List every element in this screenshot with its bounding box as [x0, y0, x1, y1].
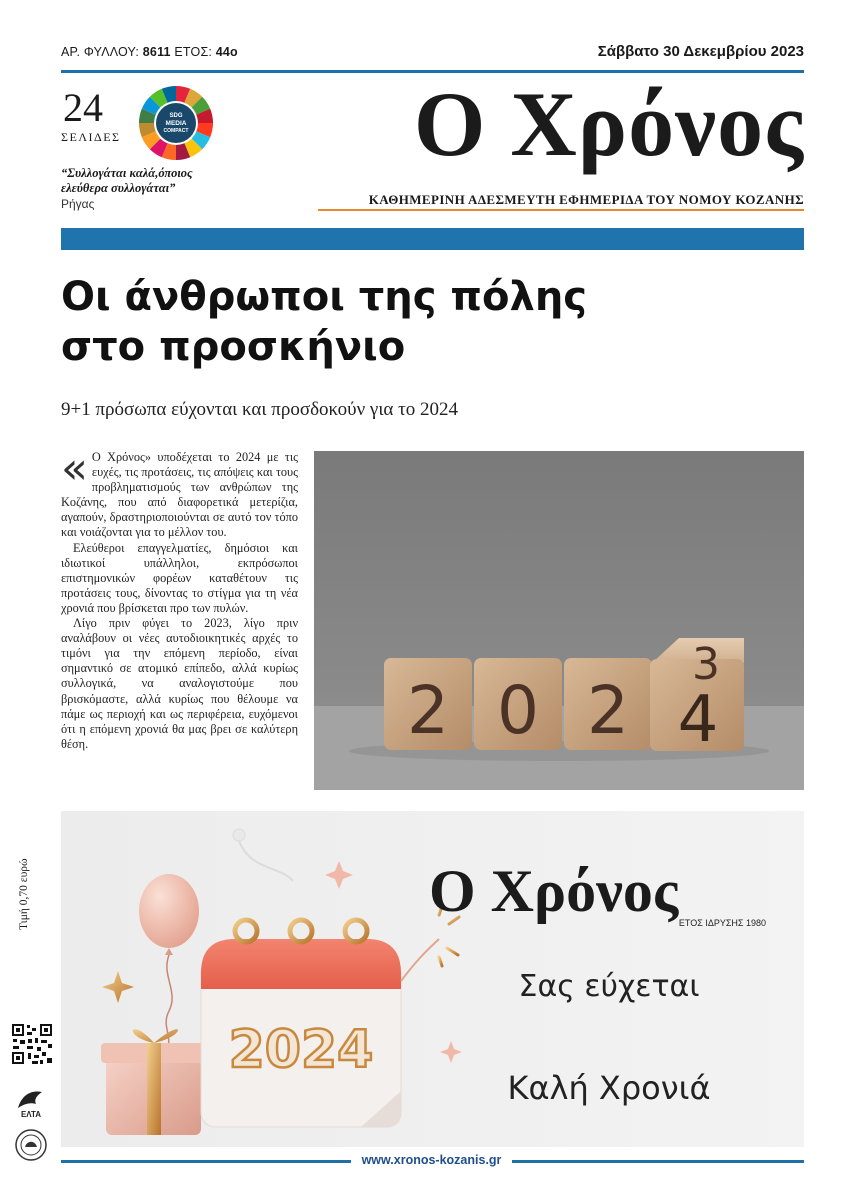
motto-author: Ρήγας	[61, 197, 95, 211]
year-number: 44ο	[215, 45, 238, 59]
opening-quote-mark: «	[61, 443, 88, 494]
qr-code-icon	[10, 1022, 54, 1066]
newspaper-subtitle: ΚΑΘΗΜΕΡΙΝΗ ΑΔΕΣΜΕΥΤΗ ΕΦΗΜΕΡΙΔΑ ΤΟΥ ΝΟΜΟΥ ΚΟΖΑΝΗΣ	[368, 192, 804, 207]
article-paragraph-1: Ο Χρόνος» υποδέχεται το 2024 με τις ευχές, τις προτάσεις, τις απόψεις και τους προβληματισμούς των ανθρώπων της Κοζάνης, που από διαφορετικά μετερίζια, αγαπούν, δραστηριοποιούνται σε αυτό τον τόπο και νοιάζονται για το μέλλον του.	[61, 450, 298, 540]
elta-postal-logo	[14, 1086, 48, 1118]
wood-block-4-flipping	[650, 638, 744, 757]
article-body	[61, 443, 298, 752]
wood-block-3	[564, 658, 652, 750]
motto-quote: “Συλλογάται καλά,όποιος ελεύθερα συλλογάται”	[61, 166, 193, 195]
issue-label: ΑΡ. ΦΥΛΛΟΥ:	[61, 45, 140, 59]
year-label: ΕΤΟΣ:	[174, 45, 213, 59]
article-paragraph-3: Λίγο πριν φύγει το 2023, λίγο πριν αναλάβουν οι νέες αυτοδιοικητικές αρχές το τιμόνι για την επόμενη περίοδο, είναι σημαντικό σε ατομικό επίπεδο, αλλά κυρίως συλλογικά, να αναλογιστούμε που βρισκόμαστε, αλλά κυρίως που θέλουμε να πάμε ως περιοχή και ως περιφέρεια, ευχόμενοι ότι η επόμενη χρονιά θα μας βρει σε καλύτερη θέση.	[61, 616, 298, 751]
article-paragraph-2: Ελεύθεροι επαγγελματίες, δημόσιοι και ιδιωτικοί υπάλληλοι, εκπρόσωποι επιστημονικών φορέων καταθέτουν τις προτάσεις τους, δίνοντας το στίγμα για τη νέα χρονιά που βρίσκεται προ των πυλών.	[61, 540, 298, 615]
pages-label: ΣΕΛΙΔΕΣ	[61, 130, 121, 144]
new-year-advertisement	[61, 811, 804, 1147]
pages-count: 24	[63, 85, 103, 130]
sdg-line1: SDG	[169, 113, 183, 119]
publication-date: Σάββατο 30 Δεκεμβρίου 2023	[597, 43, 804, 60]
ad-wish-line-2: Καλή Χρονιά	[507, 1069, 711, 1107]
sub-headline: 9+1 πρόσωπα εύχονται και προσδοκούν για το 2024	[61, 399, 459, 420]
sdg-line3: COMPACT	[163, 128, 189, 134]
ad-brand: Ο Χρόνος	[429, 858, 679, 924]
block-digit-1: 2	[407, 672, 449, 749]
wood-block-1	[384, 658, 472, 750]
main-headline	[61, 272, 804, 372]
sdg-media-compact-logo	[138, 85, 214, 161]
newspaper-title: Ο Χρόνος	[413, 73, 804, 175]
elta-label: ΕΛΤΑ	[20, 1110, 42, 1118]
issue-info	[61, 45, 238, 59]
blue-band	[61, 228, 804, 250]
footer-divider-right	[512, 1160, 804, 1163]
dot-icon	[233, 829, 245, 841]
calendar-year: 2024	[228, 1020, 374, 1080]
website-link[interactable]: www.xronos-kozanis.gr	[361, 1153, 502, 1167]
calendar-2024-icon	[201, 920, 401, 1127]
wood-block-2	[474, 658, 562, 750]
orange-divider	[318, 209, 804, 211]
block-flip-digit: 3	[692, 639, 720, 690]
circular-seal-icon	[14, 1128, 48, 1162]
headline-line-2: στο προσκήνιο	[61, 324, 406, 370]
article-photo-2024-blocks	[314, 451, 804, 790]
ad-brand-tagline: ΕΤΟΣ ΙΔΡΥΣΗΣ 1980	[678, 918, 766, 928]
footer-divider-left	[61, 1160, 351, 1163]
ad-wish-line-1: Σας εύχεται	[518, 969, 700, 1004]
block-digit-2: 0	[497, 672, 539, 749]
price-label: Τιμή 0,70 ευρώ	[18, 858, 30, 930]
block-digit-4: 4	[677, 683, 719, 757]
headline-line-1: Οι άνθρωποι της πόλης	[61, 274, 588, 320]
block-digit-3: 2	[587, 672, 629, 749]
issue-number: 8611	[142, 45, 171, 59]
sdg-line2: MEDIA	[165, 120, 187, 127]
gift-box-icon	[101, 1029, 206, 1135]
